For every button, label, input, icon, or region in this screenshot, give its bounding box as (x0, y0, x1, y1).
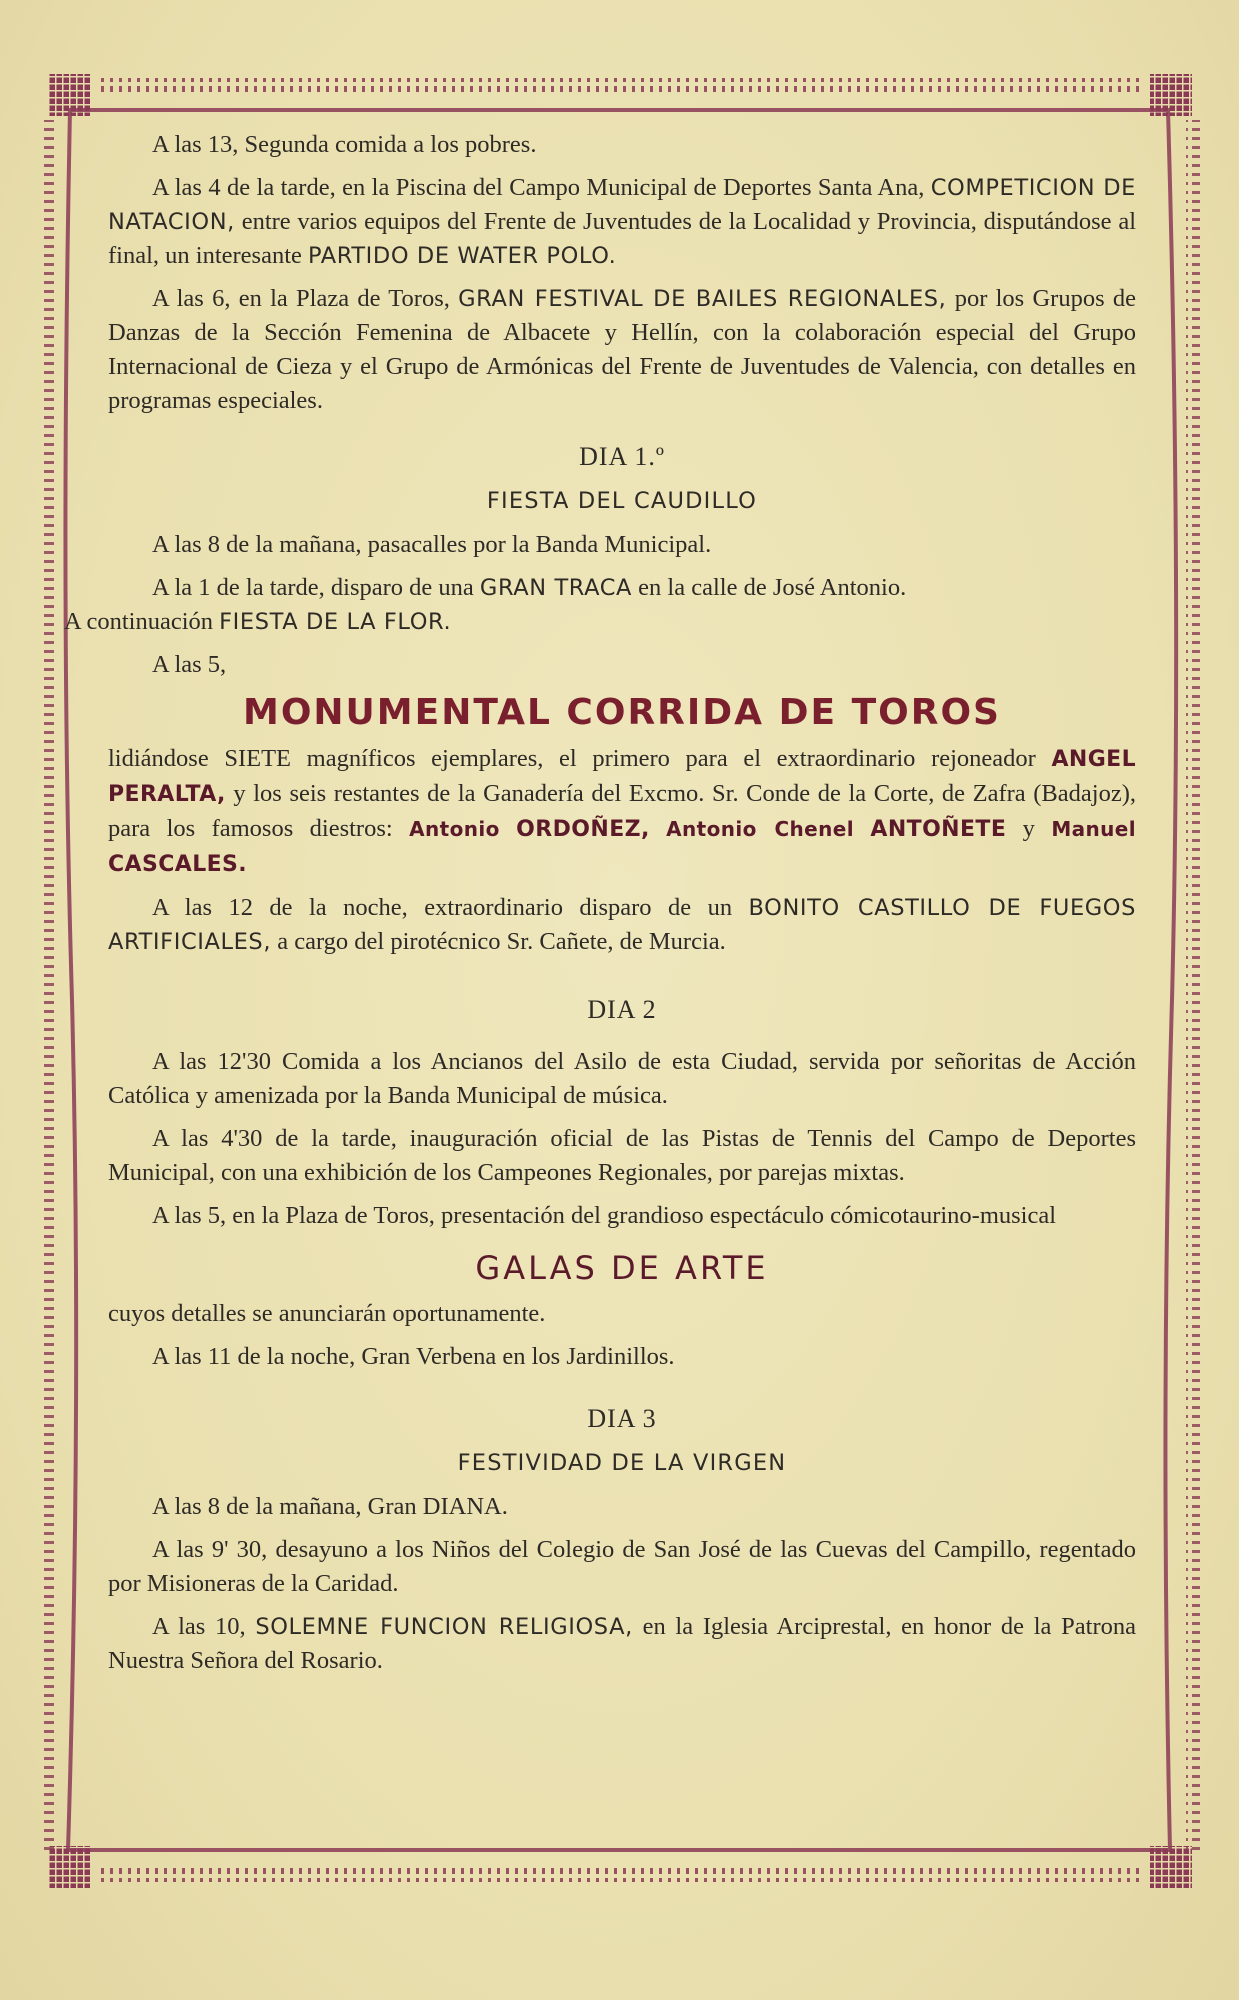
paragraph-detalles: cuyos detalles se anunciarán oportunamente. (108, 1300, 546, 1327)
highlight-fiesta-flor: FIESTA DE LA FLOR. (219, 609, 452, 635)
day-heading-1: DIA 1.º (579, 442, 665, 471)
headline-galas-arte: GALAS DE ARTE (475, 1249, 769, 1287)
paragraph-festival-bailes: A las 6, en la Plaza de Toros, GRAN FESTIVAL DE BAILES REGIONALES, por los Grupos de Danzas de la Sección Femenina de Albacete y Hellín, con la colaboración especial del Grupo Internacional de Cieza y el Grupo de Armónicas del Frente de Juventudes de Valencia, con detalles en programas especiales. (108, 285, 1136, 414)
corner-top-left (48, 74, 90, 116)
corner-top-right (1150, 74, 1192, 116)
right-tick-strip (1186, 120, 1200, 1850)
headline-corrida: MONUMENTAL CORRIDA DE TOROS (243, 692, 1001, 733)
highlight-water-polo: PARTIDO DE WATER POLO. (308, 243, 617, 269)
day-subtitle-3: FESTIVIDAD DE LA VIRGEN (457, 1450, 787, 1476)
highlight-funcion-religiosa: SOLEMNE FUNCION RELIGIOSA, (255, 1614, 633, 1640)
paragraph-ancianos: A las 12'30 Comida a los Ancianos del Asilo de esta Ciudad, servida por señoritas de Acción Católica y amenizada por la Banda Municipal de música. (108, 1048, 1136, 1109)
name-cascales: CASCALES. (108, 852, 248, 877)
name-angel-peralta: ANGEL PERALTA, (108, 747, 1136, 807)
paragraph-corrida-detalle: lidiándose SIETE magníficos ejemplares, el primero para el extraordinario rejoneador ANGEL PERALTA, y los seis restantes de la Ganadería del Excmo. Sr. Conde de la Corte, de Zafra (Badajoz), para los famosos diestros: Antonio ORDOÑEZ, Antonio Chenel ANTOÑETE y Manuel CASCALES. (108, 745, 1137, 877)
name-manuel: Manuel (1051, 817, 1137, 841)
day-heading-3: DIA 3 (587, 1404, 657, 1433)
corner-bottom-left (48, 1846, 90, 1888)
name-antonio: Antonio (409, 817, 500, 841)
paragraph-castillo: A las 12 de la noche, extraordinario disparo de un BONITO CASTILLO DE FUEGOS ARTIFICIALES, a cargo del pirotécnico Sr. Cañete, de Murcia. (108, 894, 1136, 955)
day-subtitle-1: FIESTA DEL CAUDILLO (486, 488, 758, 514)
paragraph-diana: A las 8 de la mañana, Gran DIANA. (152, 1493, 508, 1520)
day-heading-2: DIA 2 (587, 995, 657, 1024)
paragraph-natacion: A las 4 de la tarde, en la Piscina del Campo Municipal de Deportes Santa Ana, COMPETICION DE NATACION, entre varios equipos del Frente de Juventudes de la Localidad y Provincia, disputándose al final, un interesante PARTIDO DE WATER POLO. (108, 174, 1136, 269)
paragraph-tennis: A las 4'30 de la tarde, inauguración oficial de las Pistas de Tennis del Campo de Deportes Municipal, con una exhibición de los Campeones Regionales, por parejas mixtas. (108, 1125, 1136, 1186)
corner-bottom-right (1150, 1846, 1192, 1888)
left-tick-strip (40, 120, 54, 1850)
highlight-festival-bailes: GRAN FESTIVAL DE BAILES REGIONALES, (458, 286, 947, 312)
paragraph-espectaculo: A las 5, en la Plaza de Toros, presentación del grandioso espectáculo cómicotaurino-musical (152, 1202, 1057, 1229)
name-ordonez: ORDOÑEZ, (516, 817, 650, 842)
highlight-competicion-natacion: COMPETICION DE NATACION, (108, 175, 1136, 235)
paragraph-a-las-5: A las 5, (152, 651, 227, 678)
highlight-gran-traca: GRAN TRACA (479, 575, 633, 601)
paragraph-funcion-religiosa: A las 10, SOLEMNE FUNCION RELIGIOSA, en la Iglesia Arciprestal, en honor de la Patrona Nuestra Señora del Rosario. (108, 1613, 1136, 1674)
bottom-tick-strip (96, 1868, 1144, 1882)
paragraph-comida-pobres: A las 13, Segunda comida a los pobres. (152, 131, 537, 158)
paragraph-desayuno: A las 9' 30, desayuno a los Niños del Colegio de San José de las Cuevas del Campillo, regentado por Misioneras de la Caridad. (108, 1536, 1136, 1597)
program-content (64, 128, 1137, 1678)
paragraph-traca: A la 1 de la tarde, disparo de una GRAN TRACA en la calle de José Antonio. A continuación FIESTA DE LA FLOR. (64, 574, 907, 635)
highlight-castillo-fuegos: BONITO CASTILLO DE FUEGOS ARTIFICIALES, (108, 895, 1136, 955)
top-tick-strip (96, 78, 1144, 92)
paragraph-verbena: A las 11 de la noche, Gran Verbena en los Jardinillos. (152, 1343, 675, 1370)
name-antonete: ANTOÑETE (870, 817, 1007, 842)
name-antonio-chenel: Antonio Chenel (666, 817, 854, 841)
paragraph-pasacalles: A las 8 de la mañana, pasacalles por la Banda Municipal. (152, 531, 712, 558)
